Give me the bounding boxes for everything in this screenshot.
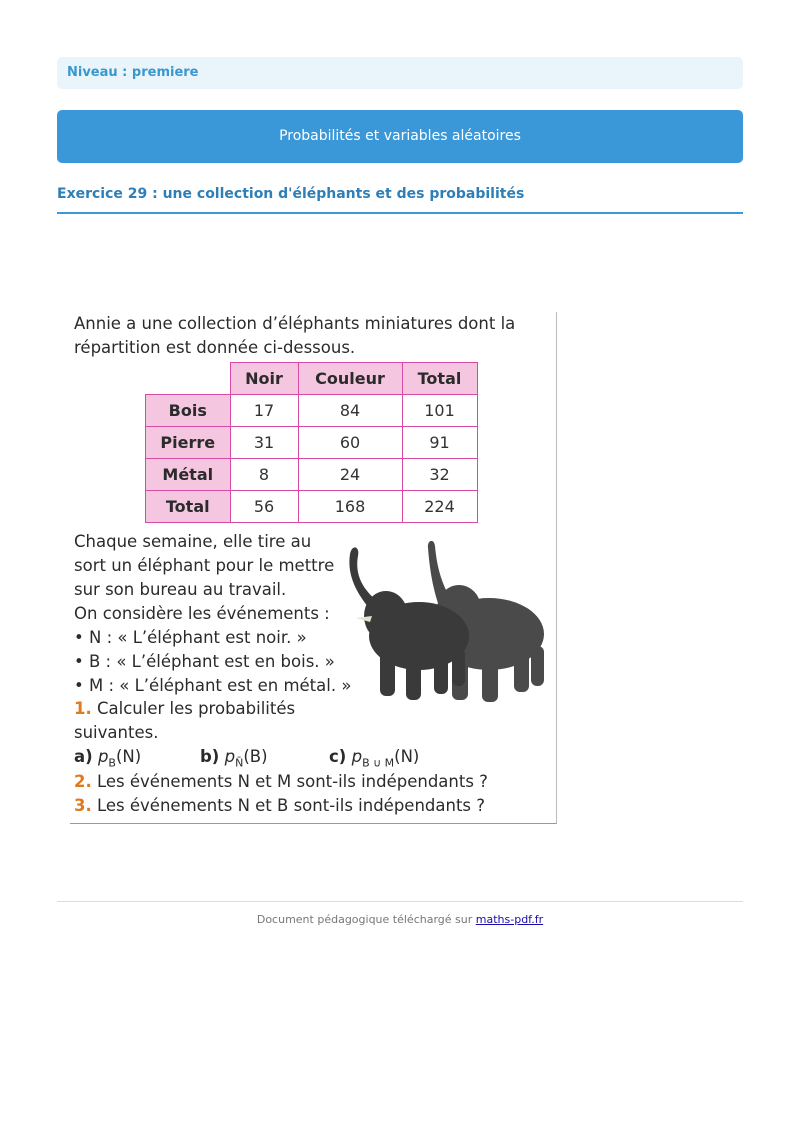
table-cell: 32	[402, 459, 477, 491]
prob-symbol: p	[351, 747, 363, 766]
table-cell: 60	[298, 427, 402, 459]
question-1a	[74, 747, 141, 769]
question-1c	[329, 747, 419, 769]
table-cell: 168	[298, 491, 402, 523]
question-text: Calculer les probabilités	[97, 699, 296, 718]
text-line: On considère les événements :	[74, 604, 330, 623]
intro-line-1: Annie a une collection d’éléphants miniatures dont la	[74, 314, 516, 333]
prob-subscript: N̄	[235, 756, 244, 770]
table-cell: 91	[402, 427, 477, 459]
distribution-table	[145, 362, 478, 523]
question-text: Les événements N et B sont-ils indépendants ?	[97, 796, 486, 815]
prob-subscript: B ∪ M	[362, 756, 395, 770]
column-header: Total	[402, 363, 477, 395]
table-row	[146, 491, 478, 523]
subquestion-label: c)	[329, 747, 347, 766]
question-1-continued: suivantes.	[74, 723, 159, 742]
exercise-title: Exercice 29 : une collection d'éléphants et des probabilités	[57, 186, 743, 214]
table-cell: 101	[402, 395, 477, 427]
prob-argument: (N)	[394, 747, 420, 766]
question-3	[74, 796, 485, 815]
intro-line-2: répartition est donnée ci-dessous.	[74, 338, 356, 357]
table-cell: 8	[230, 459, 298, 491]
elephants-illustration	[334, 534, 558, 714]
subquestion-label: a)	[74, 747, 93, 766]
row-header: Bois	[146, 395, 231, 427]
prob-subscript: B	[108, 756, 116, 770]
question-number: 3.	[74, 796, 92, 815]
question-number: 2.	[74, 772, 92, 791]
subquestion-label: b)	[200, 747, 220, 766]
chapter-banner: Probabilités et variables aléatoires	[57, 110, 743, 163]
event-n: • N : « L’éléphant est noir. »	[74, 628, 307, 647]
column-header: Noir	[230, 363, 298, 395]
question-number: 1.	[74, 699, 92, 718]
footer-divider	[57, 901, 743, 902]
column-header: Couleur	[298, 363, 402, 395]
table-row	[146, 427, 478, 459]
text-line: Chaque semaine, elle tire au	[74, 532, 312, 551]
prob-argument: (N)	[115, 747, 142, 766]
row-header: Pierre	[146, 427, 231, 459]
table-cell: 84	[298, 395, 402, 427]
table-cell: 24	[298, 459, 402, 491]
table-cell: 17	[230, 395, 298, 427]
level-label: Niveau : premiere	[57, 57, 743, 89]
table-row	[146, 395, 478, 427]
table-header-row	[146, 363, 478, 395]
event-b: • B : « L’éléphant est en bois. »	[74, 652, 335, 671]
exercise-figure	[70, 312, 557, 824]
row-header: Métal	[146, 459, 231, 491]
footer	[0, 913, 800, 926]
prob-symbol: p	[97, 747, 109, 766]
table-row	[146, 459, 478, 491]
text-line: sur son bureau au travail.	[74, 580, 287, 599]
question-1b	[200, 747, 268, 769]
table-cell: 31	[230, 427, 298, 459]
prob-argument: (B)	[243, 747, 268, 766]
text-line: sort un éléphant pour le mettre	[74, 556, 335, 575]
footer-link[interactable]: maths-pdf.fr	[475, 913, 544, 926]
footer-text: Document pédagogique téléchargé sur	[256, 913, 473, 926]
question-1	[74, 699, 295, 718]
table-cell: 224	[402, 491, 477, 523]
question-2	[74, 772, 488, 791]
prob-symbol: p	[224, 747, 236, 766]
table-cell: 56	[230, 491, 298, 523]
event-m: • M : « L’éléphant est en métal. »	[74, 676, 352, 695]
row-header: Total	[146, 491, 231, 523]
question-text: Les événements N et M sont-ils indépendants ?	[97, 772, 488, 791]
